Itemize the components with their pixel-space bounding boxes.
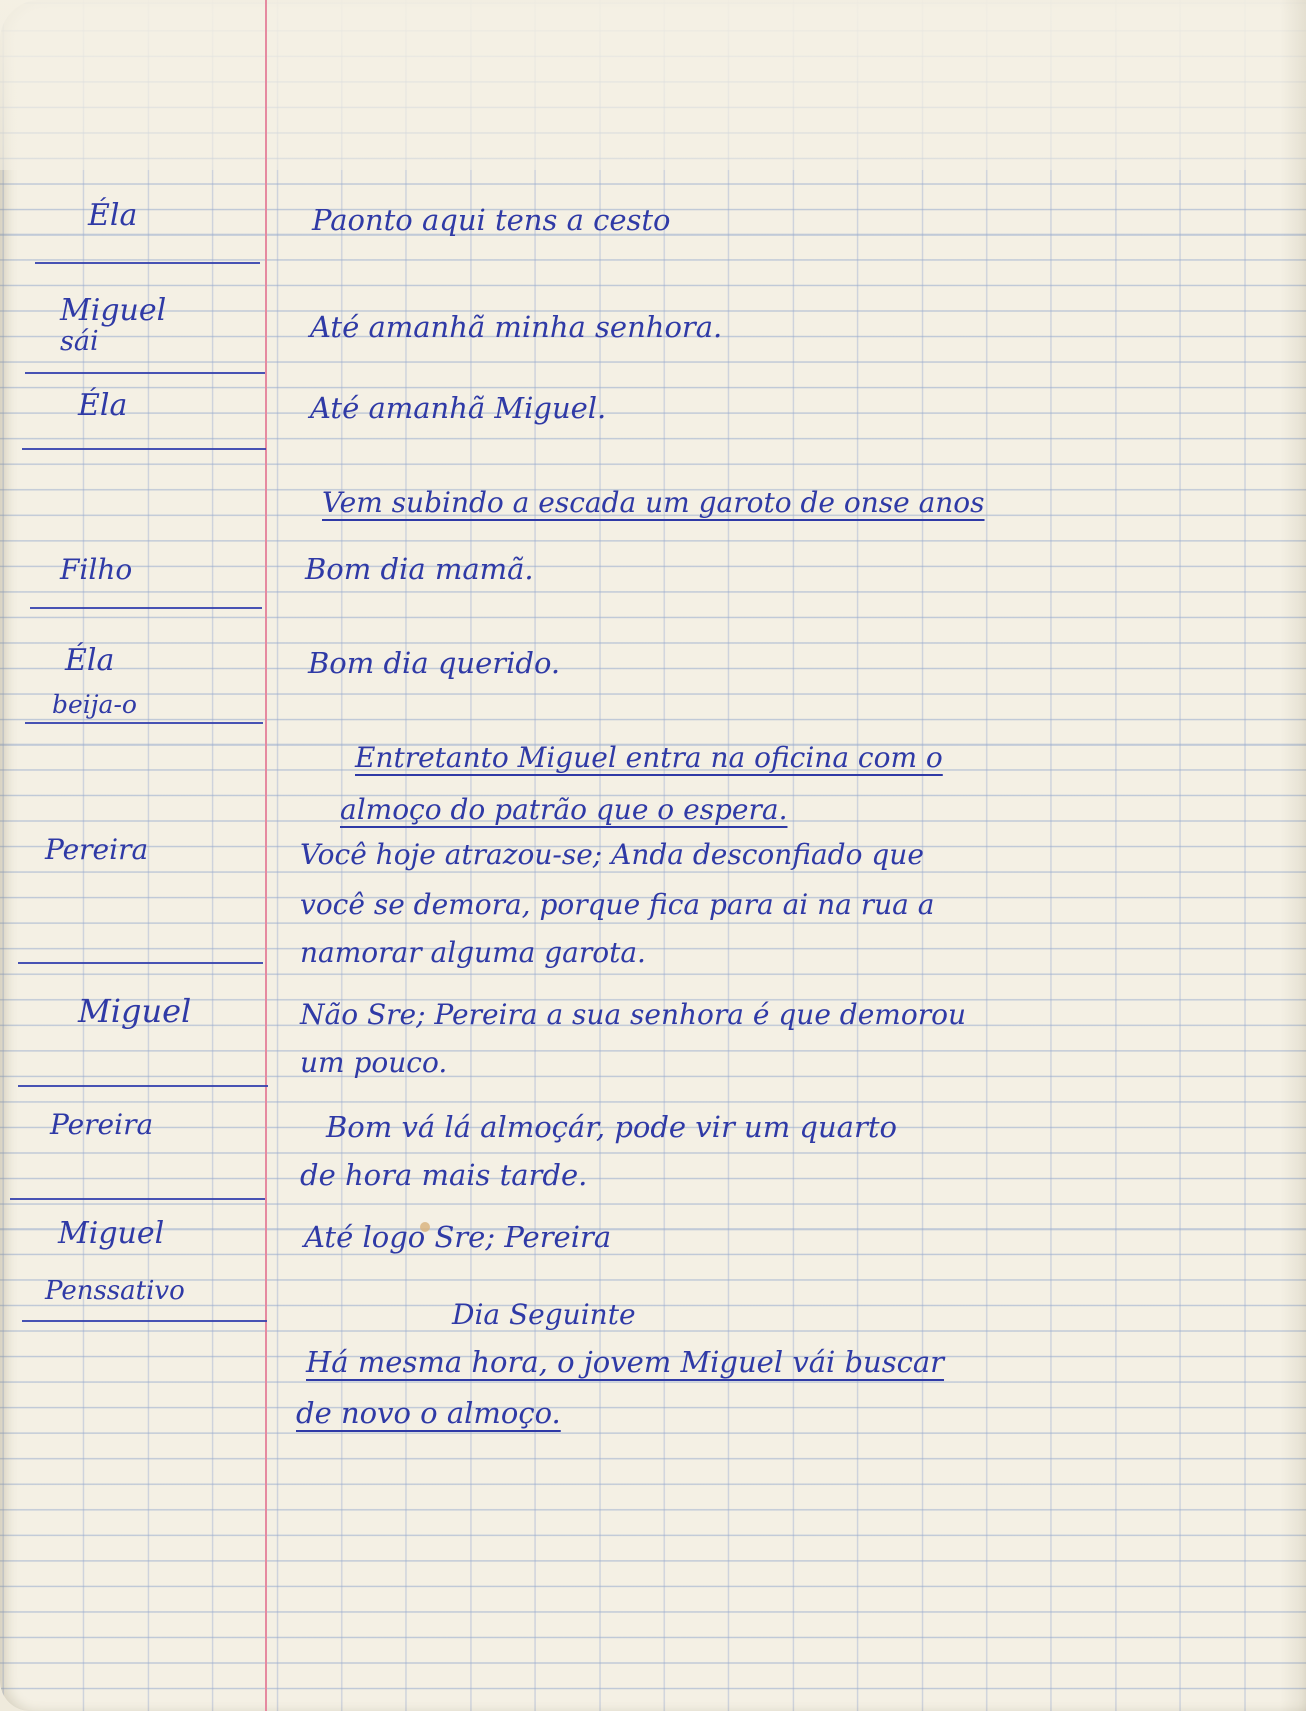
speaker-separator (25, 372, 265, 374)
dialogue-line: namorar alguma garota. (300, 936, 646, 969)
speaker-miguel-2: Miguel (78, 992, 192, 1030)
speaker-separator (10, 1198, 265, 1200)
stage-direction-line: Há mesma hora, o jovem Miguel vái buscar (306, 1345, 945, 1379)
speaker-ela-3: Éla (65, 643, 115, 678)
speaker-ela-2: Éla (78, 388, 128, 423)
dialogue-line: Bom dia mamã. (305, 552, 534, 586)
red-margin-line (265, 0, 267, 1711)
stage-direction-line: Entretanto Miguel entra na oficina com o (355, 741, 943, 774)
speaker-separator (18, 1085, 268, 1087)
speaker-separator (35, 262, 260, 264)
dialogue-line: Você hoje atrazou-se; Anda desconfiado que (300, 838, 924, 871)
stage-direction-penssativo: Penssativo (45, 1276, 185, 1306)
speaker-separator (22, 1320, 267, 1322)
stage-direction-line: almoço do patrão que o espera. (340, 793, 788, 826)
dialogue-line: Não Sre; Pereira a sua senhora é que demorou (300, 998, 966, 1031)
speaker-separator (18, 962, 263, 964)
speaker-separator (22, 448, 266, 450)
speaker-separator (25, 722, 263, 724)
stage-direction-sai: sái (60, 326, 99, 357)
speaker-miguel-1: Miguel (60, 293, 167, 328)
speaker-filho: Filho (60, 553, 133, 586)
stage-direction-line: de novo o almoço. (296, 1396, 561, 1430)
dialogue-line: Até logo Sre; Pereira (304, 1220, 612, 1254)
speaker-ela-1: Éla (88, 198, 138, 233)
stage-direction-line: Vem subindo a escada um garoto de onse anos (322, 486, 985, 519)
speaker-pereira-2: Pereira (50, 1108, 154, 1141)
scene-heading: Dia Seguinte (452, 1298, 636, 1331)
dialogue-line: de hora mais tarde. (300, 1158, 588, 1192)
speaker-miguel-3: Miguel (58, 1216, 165, 1251)
dialogue-line: Bom vá lá almoçár, pode vir um quarto (326, 1110, 897, 1144)
dialogue-line: Bom dia querido. (308, 646, 561, 680)
page-edge-shadow (1280, 0, 1306, 1711)
speaker-separator (30, 607, 262, 609)
dialogue-line: Paonto aqui tens a cesto (312, 203, 671, 237)
dialogue-line: um pouco. (300, 1046, 448, 1079)
page-top-margin (0, 0, 1306, 170)
stage-direction-beija-o: beija-o (52, 690, 137, 719)
dialogue-line: Até amanhã Miguel. (310, 391, 607, 425)
speaker-pereira-1: Pereira (45, 833, 149, 866)
dialogue-line: você se demora, porque fica para ai na rua a (300, 888, 935, 921)
dialogue-line: Até amanhã minha senhora. (310, 310, 723, 344)
